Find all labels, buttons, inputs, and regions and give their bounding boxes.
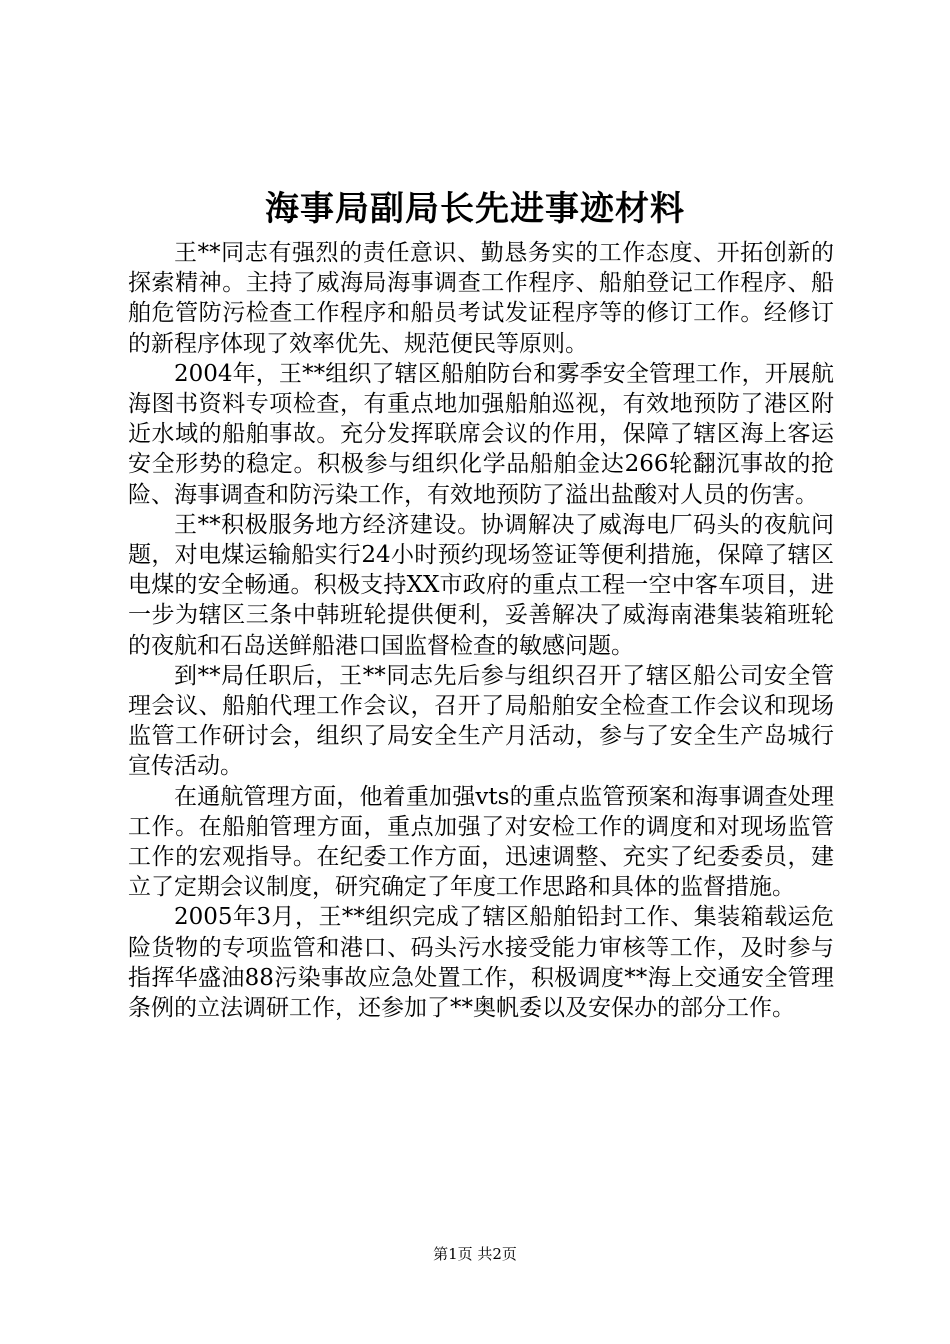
document-body xyxy=(128,238,834,1023)
paragraph: 王**积极服务地方经济建设。协调解决了威海电厂码头的夜航问题，对电煤运输船实行24小时预约现场签证等便利措施，保障了辖区电煤的安全畅通。积极支持XX市政府的重点工程一空中客车项目，进一步为辖区三条中韩班轮提供便利，妥善解决了威海南港集装箱班轮的夜航和石岛送鲜船港口国监督检查的敏感问题。 xyxy=(128,511,834,659)
page-footer: 第1页 共2页 xyxy=(433,1245,517,1263)
paragraph: 王**同志有强烈的责任意识、勤恳务实的工作态度、开拓创新的探索精神。主持了威海局海事调查工作程序、船舶登记工作程序、船舶危管防污检查工作程序和船员考试发证程序等的修订工作。经修订的新程序体现了效率优先、规范便民等原则。 xyxy=(128,240,834,357)
paragraph: 2004年，王**组织了辖区船舶防台和雾季安全管理工作，开展航海图书资料专项检查，有重点地加强船舶巡视，有效地预防了港区附近水域的船舶事故。充分发挥联席会议的作用，保障了辖区海上客运安全形势的稳定。积极参与组织化学品船舶金达266轮翻沉事故的抢险、海事调查和防污染工作，有效地预防了溢出盐酸对人员的伤害。 xyxy=(128,360,834,508)
paragraph: 在通航管理方面，他着重加强vts的重点监管预案和海事调查处理工作。在船舶管理方面，重点加强了对安检工作的调度和对现场监管工作的宏观指导。在纪委工作方面，迅速调整、充实了纪委委员，建立了定期会议制度，研究确定了年度工作思路和具体的监督措施。 xyxy=(128,783,834,901)
paragraph: 2005年3月，王**组织完成了辖区船舶铅封工作、集装箱载运危险货物的专项监管和港口、码头污水接受能力审核等工作，及时参与指挥华盛油88污染事故应急处置工作，积极调度**海上交通安全管理条例的立法调研工作，还参加了**奥帆委以及安保办的部分工作。 xyxy=(128,904,834,1022)
document-title: 海事局副局长先进事迹材料 xyxy=(265,189,685,229)
paragraph: 到**局任职后，王**同志先后参与组织召开了辖区船公司安全管理会议、船舶代理工作会议，召开了局船舶安全检查工作会议和现场监管工作研讨会，组织了局安全生产月活动，参与了安全生产岛城行宣传活动。 xyxy=(128,662,834,780)
